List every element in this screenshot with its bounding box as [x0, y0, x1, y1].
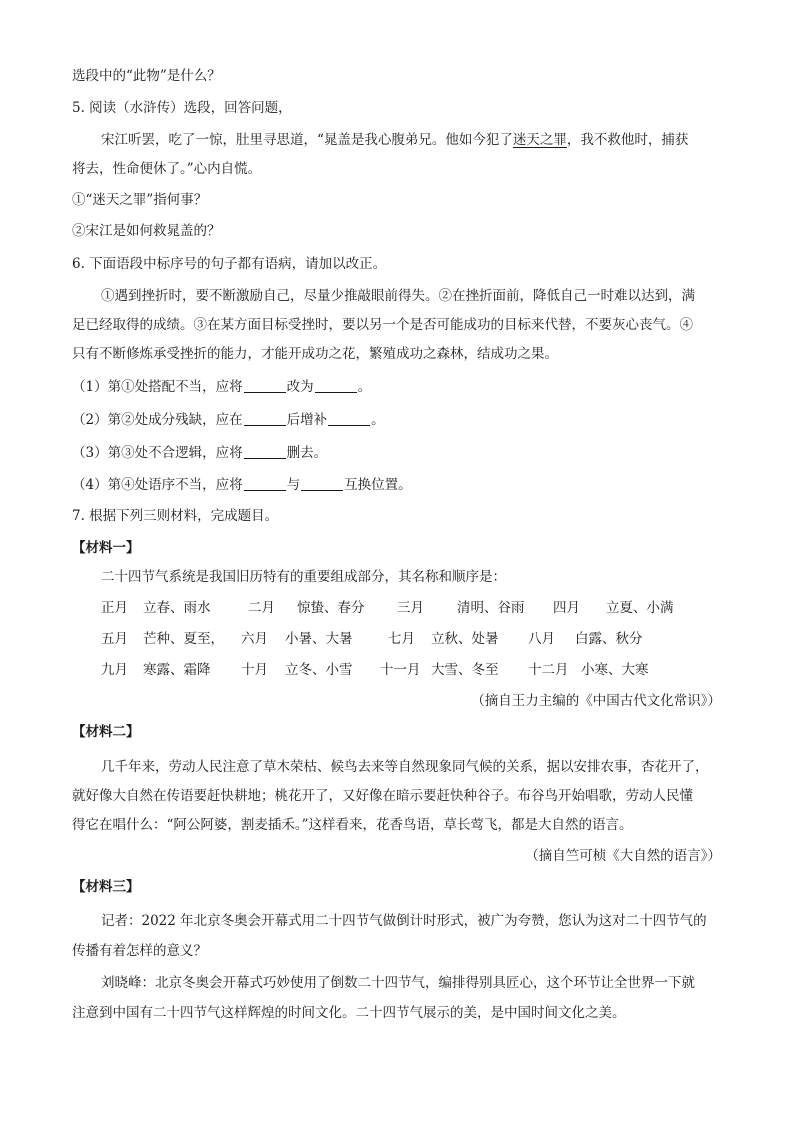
q6-item2-text-a: （2）第②处成分残缺，应在	[72, 412, 243, 428]
q6-item4-text-a: （4）第④处语序不当，应将	[72, 477, 243, 493]
q6-item2-text-c: 。	[371, 412, 385, 428]
month-label: 三月	[397, 600, 424, 616]
q5-title: 5. 阅读（水浒传）选段，回答问题，	[72, 100, 292, 116]
q6-item3-text-b: 删去。	[286, 445, 328, 461]
q6-item3	[72, 443, 327, 463]
q6-para-line1: ①遇到挫折时，要不断激励自己，尽量少推敲眼前得失。②在挫折面前，降低自己一时难以达到，满	[101, 288, 695, 304]
q5-sub1: ①“迷天之罪”指何事？	[72, 192, 208, 208]
material1-source: （摘自王力主编的《中国古代文化常识》）	[471, 693, 721, 709]
material2-heading: 【材料二】	[72, 724, 140, 740]
q6-title: 6. 下面语段中标序号的句子都有语病，请加以改正。	[72, 256, 387, 272]
q6-item4-text-b: 与	[286, 477, 301, 493]
q6-item1-text-c: 。	[357, 379, 372, 395]
answer-blank[interactable]	[244, 378, 286, 393]
month-label: 十二月	[528, 662, 569, 678]
q5-passage-text-a: 宋江听罢，吃了一惊，肚里寻思道，“晁盖是我心腹弟兄。他如今犯了	[101, 132, 513, 148]
material3-question-line2: 传播有着怎样的意义？	[72, 943, 207, 959]
q6-item3-text-a: （3）第③处不合逻辑，应将	[72, 445, 243, 461]
solar-terms: 立秋、处暑	[431, 631, 499, 647]
q5-passage-text-b: ，我不救他时，捕获	[566, 132, 689, 148]
q5-underlined-term: 迷天之罪	[512, 132, 567, 148]
answer-blank[interactable]	[328, 411, 370, 426]
material3-heading: 【材料三】	[72, 879, 140, 895]
month-label: 十一月	[380, 662, 421, 678]
month-label: 六月	[241, 631, 268, 647]
material2-source: （摘自竺可桢《大自然的语言》）	[525, 848, 721, 864]
q6-item4	[72, 475, 412, 495]
q5-passage-line2: 将去，性命便休了。”心内自慌。	[72, 161, 262, 177]
q6-item1	[72, 377, 371, 397]
answer-blank[interactable]	[244, 411, 286, 426]
month-label: 正月	[101, 600, 128, 616]
solar-terms: 立春、雨水	[143, 600, 211, 616]
month-label: 十月	[241, 662, 268, 678]
q6-item2-text-b: 后增补	[286, 412, 328, 428]
q6-item1-text-a: （1）第①处搭配不当，应将	[72, 379, 243, 395]
material2-line3: 得它在唱什么：“阿公阿婆，割麦插禾。”这样看来，花香鸟语，草长莺飞，都是大自然的语言。	[72, 817, 633, 833]
material3-answer-line1: 刘晓峰：北京冬奥会开幕式巧妙使用了倒数二十四节气，编排得别具匠心，这个环节让全世界一下就	[101, 975, 695, 991]
solar-terms: 小暑、大暑	[285, 631, 353, 647]
material2-line2: 就好像大自然在传语要赶快耕地；桃花开了，又好像在暗示要赶快种谷子。布谷鸟开始唱歌，劳动人民懂	[72, 788, 693, 804]
material1-heading: 【材料一】	[72, 540, 140, 556]
solar-terms: 立冬、小雪	[285, 662, 353, 678]
q4-tail: 选段中的“此物”是什么？	[72, 68, 221, 84]
month-label: 二月	[248, 600, 275, 616]
material2-line1: 几千年来，劳动人民注意了草木荣枯、候鸟去来等自然现象同气候的关系，据以安排农事，杏花开了，	[101, 759, 709, 775]
answer-blank[interactable]	[301, 476, 343, 491]
month-label: 五月	[101, 631, 128, 647]
q7-title: 7. 根据下列三则材料，完成题目。	[72, 508, 279, 524]
month-label: 八月	[528, 631, 555, 647]
solar-terms: 清明、谷雨	[457, 600, 525, 616]
q5-passage-line1	[101, 130, 688, 150]
month-label: 七月	[388, 631, 415, 647]
solar-terms: 小寒、大寒	[581, 662, 649, 678]
q6-para-line2: 足已经取得的成绩。③在某方面目标受挫时，要以另一个是否可能成功的目标来代替，不要灰心丧气。④	[72, 317, 693, 333]
solar-terms: 白露、秋分	[575, 631, 643, 647]
solar-terms: 芒种、夏至，	[143, 631, 224, 647]
q5-sub2: ②宋江是如何救晁盖的？	[72, 223, 221, 239]
material1-intro: 二十四节气系统是我国旧历特有的重要组成部分，其名称和顺序是：	[101, 569, 506, 585]
solar-terms: 寒露、霜降	[143, 662, 211, 678]
solar-terms: 大雪、冬至	[431, 662, 499, 678]
q6-para-line3: 只有不断修炼承受挫折的能力，才能开成功之花，繁殖成功之森林，结成功之果。	[72, 346, 558, 362]
solar-terms: 立夏、小满	[606, 600, 674, 616]
q6-item2	[72, 410, 385, 430]
month-label: 四月	[553, 600, 580, 616]
answer-blank[interactable]	[244, 476, 286, 491]
q6-item1-text-b: 改为	[286, 379, 314, 395]
answer-blank[interactable]	[244, 444, 286, 459]
solar-terms: 惊蛰、春分	[297, 600, 365, 616]
q6-item4-text-c: 互换位置。	[344, 477, 412, 493]
month-label: 九月	[101, 662, 128, 678]
answer-blank[interactable]	[315, 378, 357, 393]
material3-question-line1: 记者：2022 年北京冬奥会开幕式用二十四节气做倒计时形式，被广为夸赞，您认为这对二十四节气的	[101, 913, 707, 929]
material3-answer-line2: 注意到中国有二十四节气这样辉煌的时间文化。二十四节气展示的美，是中国时间文化之美。	[72, 1005, 626, 1021]
